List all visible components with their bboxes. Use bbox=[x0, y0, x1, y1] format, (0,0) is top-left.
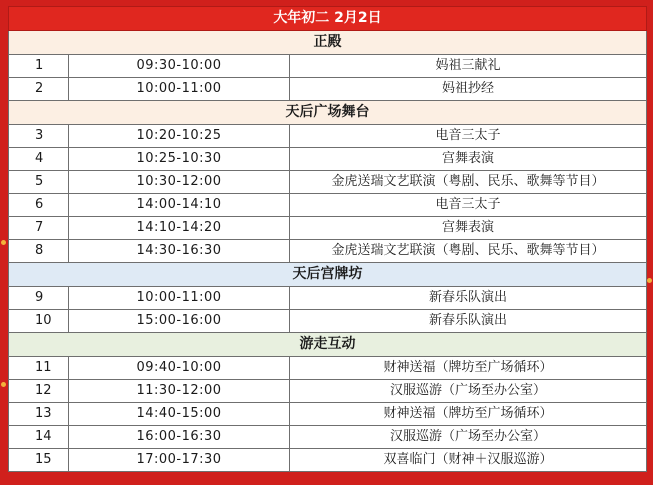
table-row bbox=[9, 194, 647, 217]
row-number: 10 bbox=[9, 310, 69, 333]
row-event: 新春乐队演出 bbox=[290, 310, 647, 333]
row-number: 9 bbox=[9, 287, 69, 310]
table-row bbox=[9, 217, 647, 240]
section-header bbox=[9, 263, 647, 287]
section-title: 天后广场舞台 bbox=[9, 101, 647, 125]
schedule-table bbox=[8, 6, 647, 472]
row-event: 妈祖抄经 bbox=[290, 78, 647, 101]
row-event: 电音三太子 bbox=[290, 194, 647, 217]
row-number: 11 bbox=[9, 357, 69, 380]
row-event: 金虎送瑞文艺联演（粤剧、民乐、歌舞等节目） bbox=[290, 171, 647, 194]
row-number: 13 bbox=[9, 403, 69, 426]
row-time: 09:40-10:00 bbox=[69, 357, 290, 380]
table-row bbox=[9, 449, 647, 472]
row-number: 14 bbox=[9, 426, 69, 449]
row-event: 妈祖三献礼 bbox=[290, 55, 647, 78]
table-row bbox=[9, 125, 647, 148]
section-header bbox=[9, 31, 647, 55]
decorative-dot bbox=[1, 382, 6, 387]
table-row bbox=[9, 55, 647, 78]
row-number: 6 bbox=[9, 194, 69, 217]
table-row bbox=[9, 148, 647, 171]
row-time: 09:30-10:00 bbox=[69, 55, 290, 78]
schedule-sheet bbox=[8, 6, 646, 472]
row-time: 17:00-17:30 bbox=[69, 449, 290, 472]
row-number: 2 bbox=[9, 78, 69, 101]
row-time: 14:30-16:30 bbox=[69, 240, 290, 263]
table-row bbox=[9, 171, 647, 194]
table-row bbox=[9, 403, 647, 426]
row-time: 10:30-12:00 bbox=[69, 171, 290, 194]
row-time: 14:00-14:10 bbox=[69, 194, 290, 217]
schedule-title: 大年初二 2月2日 bbox=[9, 7, 647, 31]
section-header bbox=[9, 333, 647, 357]
row-event: 双喜临门（财神＋汉服巡游） bbox=[290, 449, 647, 472]
row-number: 4 bbox=[9, 148, 69, 171]
row-number: 3 bbox=[9, 125, 69, 148]
row-time: 10:00-11:00 bbox=[69, 78, 290, 101]
table-row bbox=[9, 357, 647, 380]
row-number: 1 bbox=[9, 55, 69, 78]
row-time: 10:25-10:30 bbox=[69, 148, 290, 171]
table-row bbox=[9, 78, 647, 101]
section-header bbox=[9, 101, 647, 125]
row-number: 12 bbox=[9, 380, 69, 403]
row-event: 汉服巡游（广场至办公室） bbox=[290, 426, 647, 449]
row-event: 金虎送瑞文艺联演（粤剧、民乐、歌舞等节目） bbox=[290, 240, 647, 263]
table-row bbox=[9, 380, 647, 403]
row-time: 16:00-16:30 bbox=[69, 426, 290, 449]
table-row bbox=[9, 310, 647, 333]
row-event: 新春乐队演出 bbox=[290, 287, 647, 310]
section-title: 游走互动 bbox=[9, 333, 647, 357]
row-time: 14:40-15:00 bbox=[69, 403, 290, 426]
table-row bbox=[9, 287, 647, 310]
row-event: 电音三太子 bbox=[290, 125, 647, 148]
row-event: 汉服巡游（广场至办公室） bbox=[290, 380, 647, 403]
row-number: 15 bbox=[9, 449, 69, 472]
row-number: 8 bbox=[9, 240, 69, 263]
row-time: 10:00-11:00 bbox=[69, 287, 290, 310]
decorative-dot bbox=[647, 278, 652, 283]
row-time: 15:00-16:00 bbox=[69, 310, 290, 333]
row-time: 14:10-14:20 bbox=[69, 217, 290, 240]
section-title: 正殿 bbox=[9, 31, 647, 55]
row-event: 宫舞表演 bbox=[290, 148, 647, 171]
table-row bbox=[9, 426, 647, 449]
row-time: 10:20-10:25 bbox=[69, 125, 290, 148]
row-number: 7 bbox=[9, 217, 69, 240]
row-time: 11:30-12:00 bbox=[69, 380, 290, 403]
title-row bbox=[9, 7, 647, 31]
row-event: 宫舞表演 bbox=[290, 217, 647, 240]
row-event: 财神送福（牌坊至广场循环） bbox=[290, 357, 647, 380]
table-row bbox=[9, 240, 647, 263]
decorative-dot bbox=[1, 240, 6, 245]
row-event: 财神送福（牌坊至广场循环） bbox=[290, 403, 647, 426]
section-title: 天后宫牌坊 bbox=[9, 263, 647, 287]
row-number: 5 bbox=[9, 171, 69, 194]
